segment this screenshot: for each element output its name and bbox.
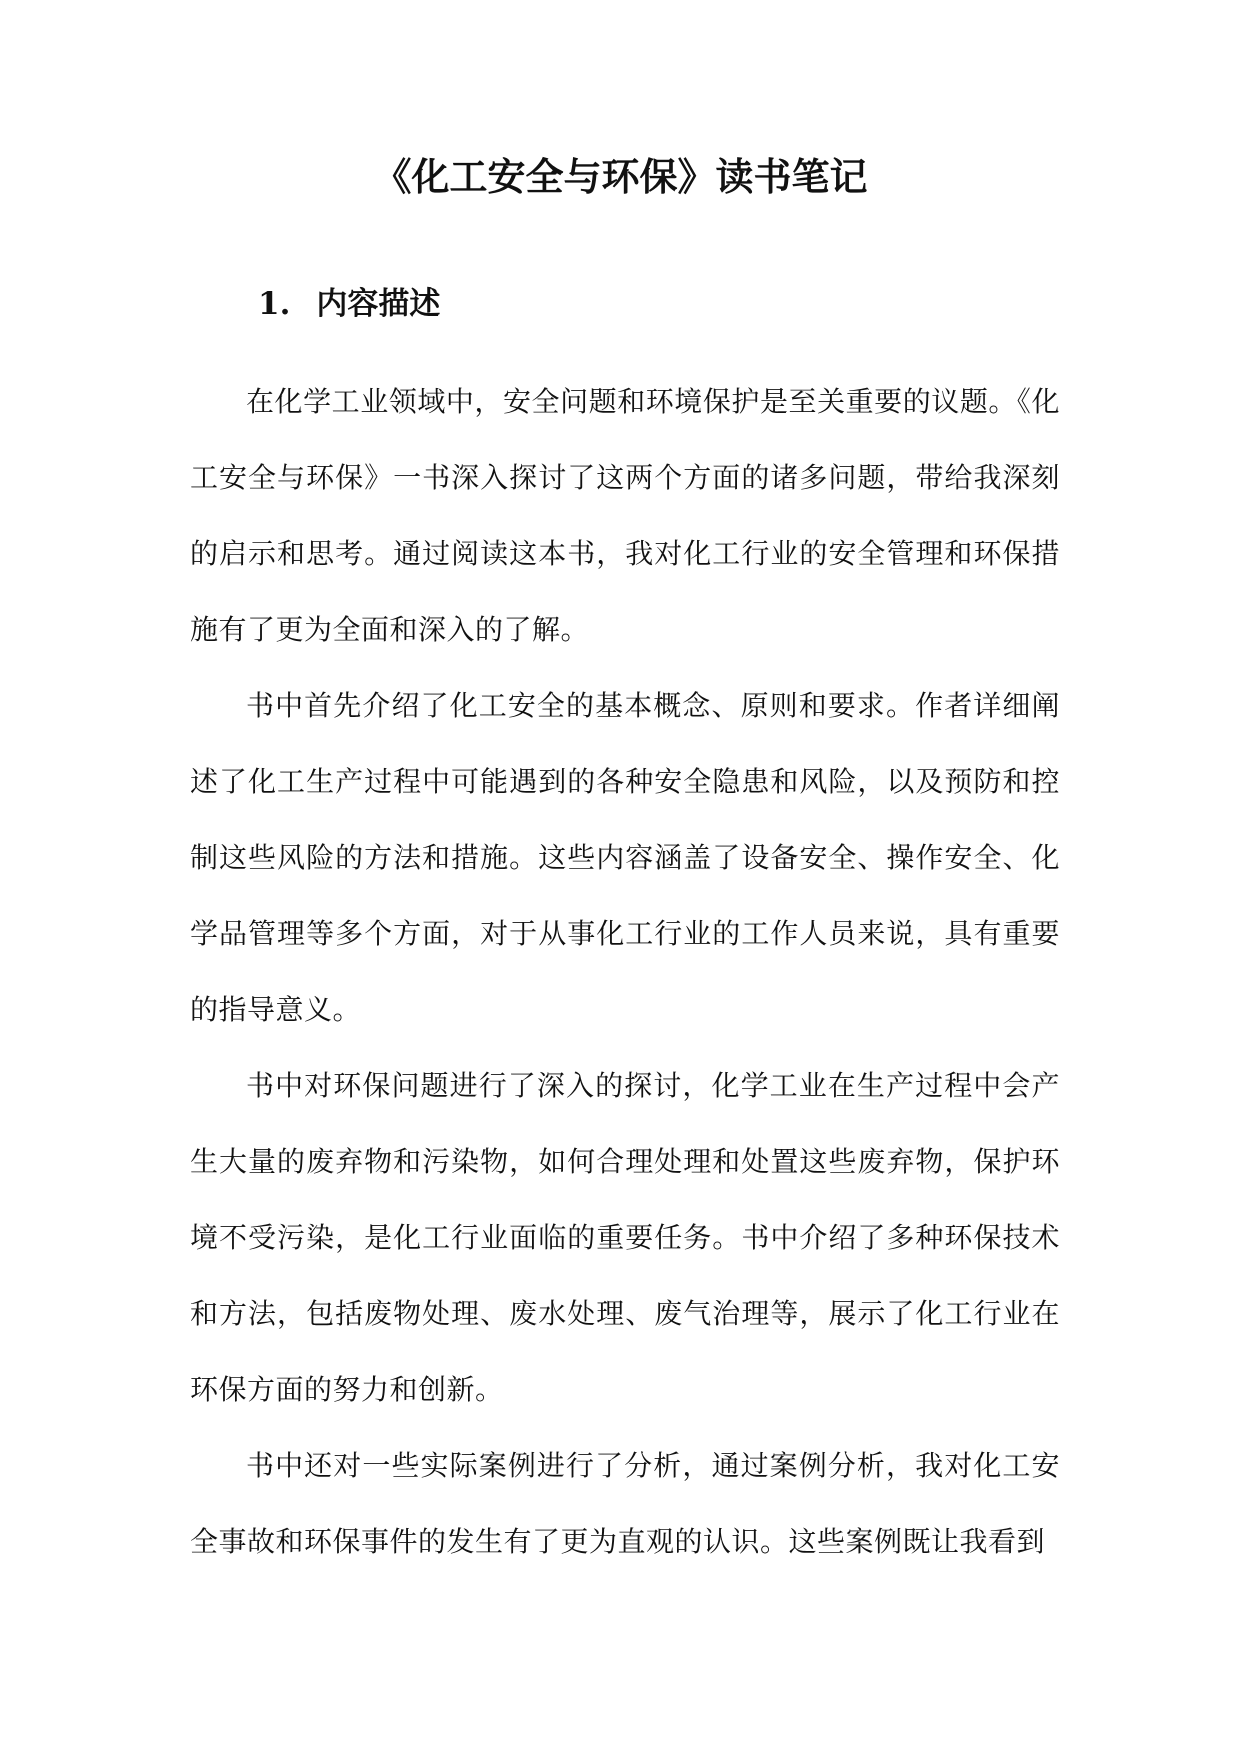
paragraph-3: 书中对环保问题进行了深入的探讨，化学工业在生产过程中会产生大量的废弃物和污染物，如何合理处理和处置这些废弃物，保护环境不受污染，是化工行业面临的重要任务。书中介绍了多种环保技术和方法，包括废物处理、废水处理、废气治理等，展示了化工行业在环保方面的努力和创新。	[190, 1069, 1060, 1406]
body-text	[190, 364, 1060, 1580]
section-heading	[258, 280, 440, 328]
paragraph-4: 书中还对一些实际案例进行了分析，通过案例分析，我对化工安全事故和环保事件的发生有了更为直观的认识。这些案例既让我看到	[190, 1449, 1060, 1558]
document-title: 《化工安全与环保》读书笔记	[373, 154, 868, 199]
section-number: 1.	[258, 286, 291, 322]
paragraph-2: 书中首先介绍了化工安全的基本概念、原则和要求。作者详细阐述了化工生产过程中可能遇到的各种安全隐患和风险，以及预防和控制这些风险的方法和措施。这些内容涵盖了设备安全、操作安全、化学品管理等多个方面，对于从事化工行业的工作人员来说，具有重要的指导意义。	[190, 689, 1060, 1026]
paragraph-1: 在化学工业领域中，安全问题和环境保护是至关重要的议题。《化工安全与环保》一书深入探讨了这两个方面的诸多问题，带给我深刻的启示和思考。通过阅读这本书，我对化工行业的安全管理和环保措施有了更为全面和深入的了解。	[190, 385, 1060, 646]
section-title: 内容描述	[316, 286, 441, 322]
